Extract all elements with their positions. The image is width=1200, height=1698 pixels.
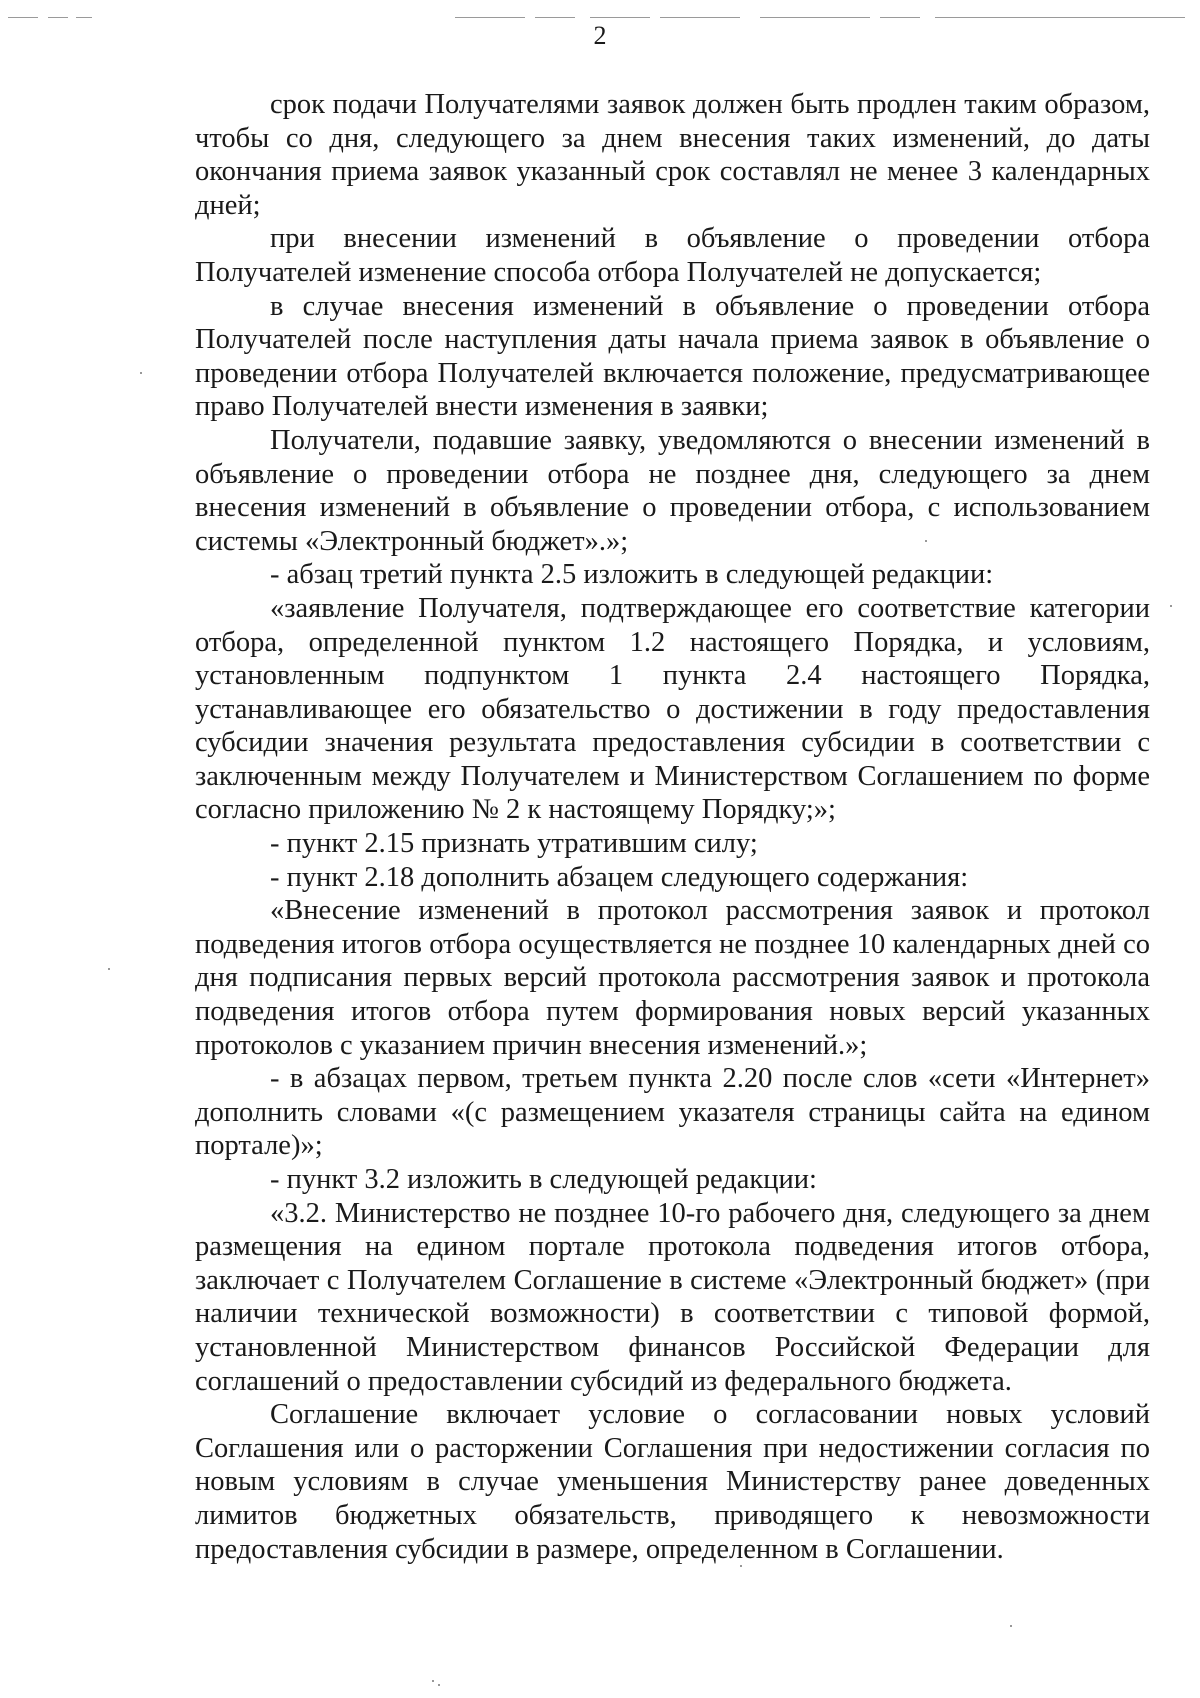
paragraph: «Внесение изменений в протокол рассмотрения заявок и протокол подведения итогов отбора осуществляется не позднее 10 календарных дней со дня подписания первых версий протокола рассмотрения заявок и протокола подведения итогов отбора путем формирования новых версий указанных протоколов с указанием причин внесения изменений.»;	[195, 895, 1150, 1061]
paragraph: Получатели, подавшие заявку, уведомляются о внесении изменений в объявление о проведении отбора не позднее дня, следующего за днем внесения изменений в объявление о проведении отбора, с использованием системы «Электронный бюджет».»;	[195, 424, 1150, 557]
paragraph: «заявление Получателя, подтверждающее его соответствие категории отбора, определенной пунктом 1.2 настоящего Порядка, и условиям, установленным подпунктом 1 пункта 2.4 настоящего Порядка, устанавливающее его обязательство о достижении в году предоставления субсидии значения результата предоставления субсидии в соответствии с заключенным между Получателем и Министерством Соглашением по форме согласно приложению № 2 к настоящему Порядку;»;	[195, 592, 1150, 826]
paragraph: - в абзацах первом, третьем пункта 2.20 после слов «сети «Интернет» дополнить словами «(с размещением указателя страницы сайта на едином портале)»;	[195, 1063, 1150, 1162]
paragraph: срок подачи Получателями заявок должен быть продлен таким образом, чтобы со дня, следующего за днем внесения таких изменений, до даты окончания приема заявок указанный срок составлял не менее 3 календарных дней;	[195, 89, 1150, 221]
scan-speck	[438, 1684, 440, 1686]
scan-speck	[108, 968, 110, 970]
scan-speck	[925, 540, 927, 542]
document-body	[195, 88, 1150, 1566]
paragraph: Соглашение включает условие о согласовании новых условий Соглашения или о расторжении Соглашения при недостижении согласия по новым условиям в случае уменьшения Министерству ранее доведенных лимитов бюджетных обязательств, приводящего к невозможности предоставления субсидии в размере, определенном в Соглашении.	[195, 1399, 1150, 1565]
page-number: 2	[593, 21, 607, 50]
scan-speck	[432, 1680, 434, 1682]
scan-speck	[140, 372, 142, 374]
scan-speck	[1010, 1625, 1012, 1627]
paragraph: - пункт 3.2 изложить в следующей редакции:	[270, 1164, 817, 1195]
paragraph: «3.2. Министерство не позднее 10-го рабочего дня, следующего за днем размещения на едином портале протокола подведения итогов отбора, заключает с Получателем Соглашение в системе «Электронный бюджет» (при наличии технической возможности) в соответствии с типовой формой, установленной Министерством финансов Российской Федерации для соглашений о предоставлении субсидий из федерального бюджета.	[195, 1197, 1150, 1397]
scan-speck	[1170, 605, 1172, 607]
paragraph: - пункт 2.15 признать утратившим силу;	[270, 828, 758, 860]
paragraph: в случае внесения изменений в объявление о проведении отбора Получателей после наступления даты начала приема заявок в объявление о проведении отбора Получателей включается положение, предусматривающее право Получателей внести изменения в заявки;	[195, 290, 1150, 423]
paragraph: при внесении изменений в объявление о проведении отбора Получателей изменение способа отбора Получателей не допускается;	[195, 223, 1150, 288]
paragraph: - пункт 2.18 дополнить абзацем следующего содержания:	[270, 861, 969, 893]
scan-speck	[740, 1565, 742, 1567]
paragraph: - абзац третий пункта 2.5 изложить в следующей редакции:	[270, 559, 994, 591]
